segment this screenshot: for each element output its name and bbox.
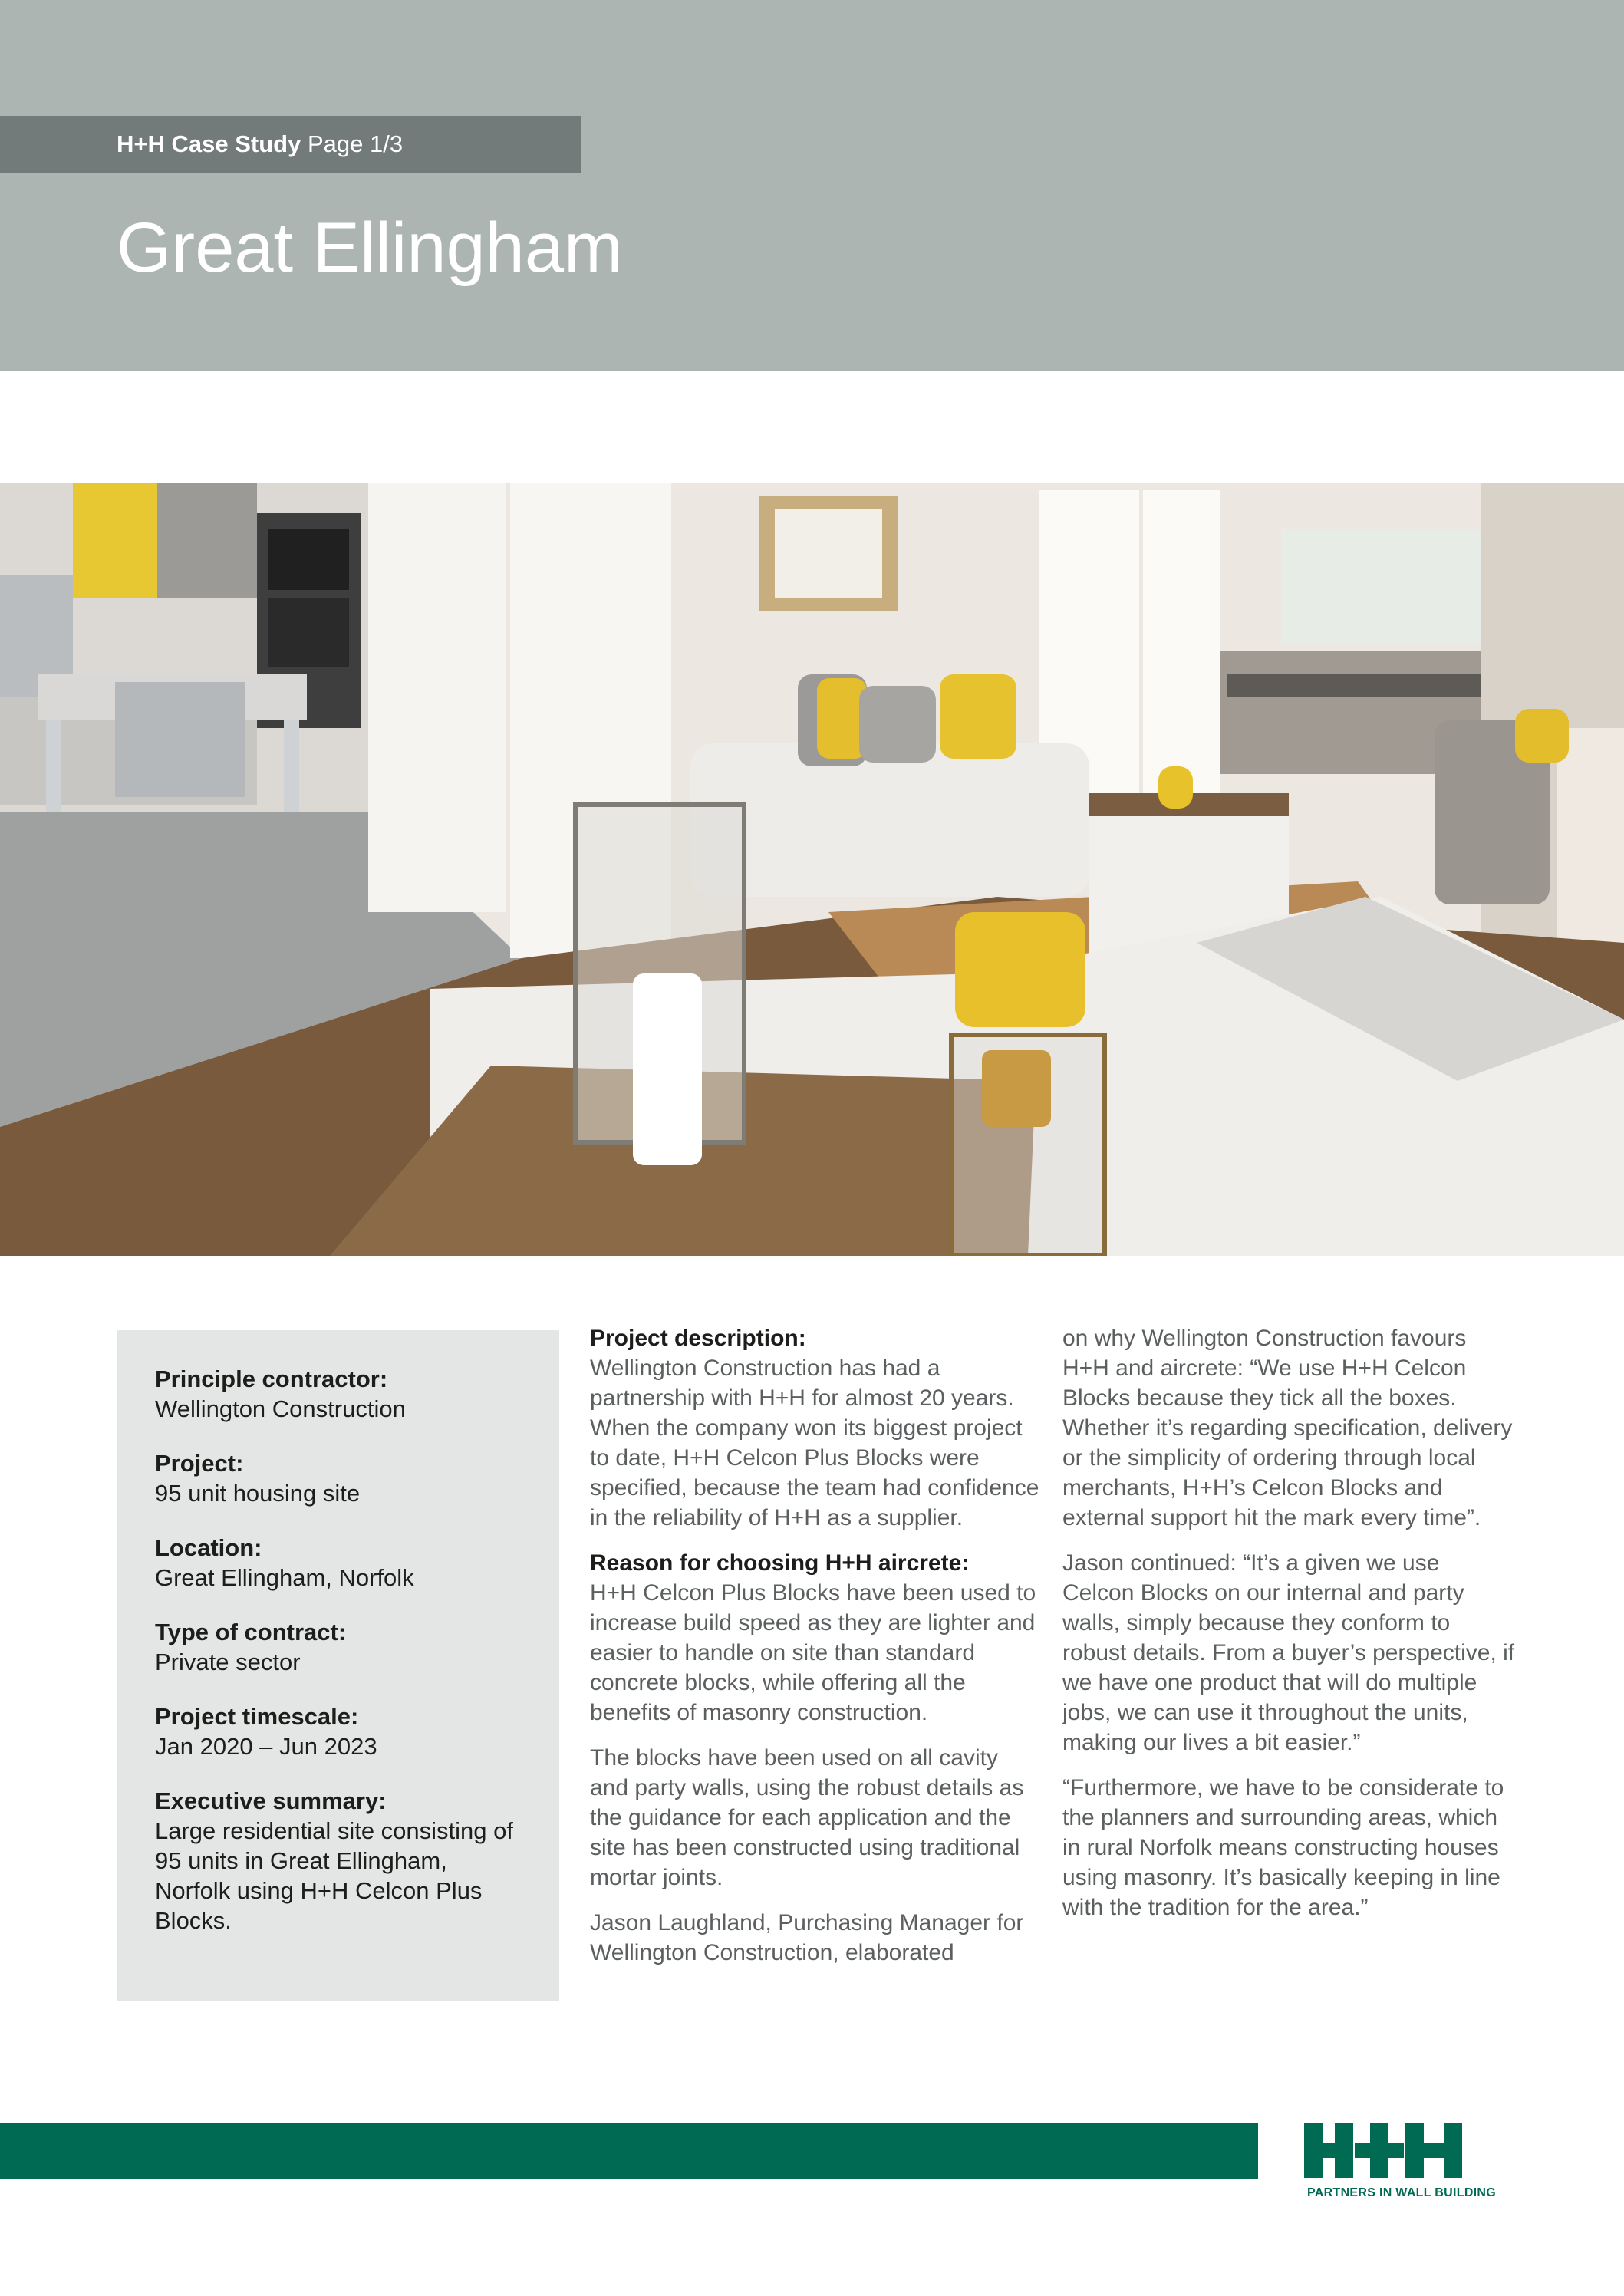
executive-summary-field [155, 1786, 521, 1935]
timescale-field [155, 1701, 521, 1761]
paragraph: Jason Laughland, Purchasing Manager for Wellington Construction, elaborated [590, 1910, 1024, 1965]
field-value: Wellington Construction [155, 1395, 406, 1422]
paragraph: The blocks have been used on all cavity and party walls, using the robust details as the guidance for each application and the site has been constructed using traditional mortar joints. [590, 1745, 1024, 1890]
body-column-middle [590, 1323, 1043, 1983]
page-title: Great Ellingham [117, 209, 623, 287]
paragraph-text: H+H Celcon Plus Blocks have been used to increase build speed as they are lighter and easier to handle on site than standard concrete blocks, while offering all the benefits of masonry construction. [590, 1580, 1036, 1725]
page-indicator: Page 1/3 [307, 130, 404, 157]
principle-contractor-field [155, 1364, 521, 1424]
paragraph-text: Wellington Construction has had a partnership with H+H for almost 20 years. When the company won its biggest project to date, H+H Celcon Plus Blocks were specified, because the team had confidence in the reliability of H+H as a supplier. [590, 1356, 1039, 1530]
field-value: 95 unit housing site [155, 1480, 361, 1507]
section-heading: Project description: [590, 1326, 806, 1351]
paragraph: “Furthermore, we have to be considerate to the planners and surrounding areas, which in rural Norfolk means constructing houses using masonry. It’s basically keeping in line with the tradition for the area.” [1062, 1775, 1504, 1920]
reason-section [590, 1548, 1043, 1728]
field-label: Location: [155, 1534, 262, 1561]
field-value: Great Ellingham, Norfolk [155, 1564, 414, 1591]
field-label: Executive summary: [155, 1787, 387, 1814]
field-value: Private sector [155, 1649, 301, 1675]
field-label: Project: [155, 1450, 244, 1477]
body-column-right [1062, 1323, 1515, 1938]
logo-tagline: PARTNERS IN WALL BUILDING [1307, 2186, 1497, 2199]
footer-bar [0, 2123, 1258, 2179]
contract-type-field [155, 1617, 521, 1677]
field-value: Jan 2020 – Jun 2023 [155, 1733, 377, 1760]
field-value: Large residential site consisting of 95 units in Great Ellingham, Norfolk using H+H Celcon Plus Blocks. [155, 1817, 513, 1934]
case-study-tag [0, 116, 581, 173]
field-label: Type of contract: [155, 1619, 347, 1645]
paragraph: on why Wellington Construction favours H+H and aircrete: “We use H+H Celcon Blocks because they tick all the boxes. Whether it’s regarding specification, delivery or the simplicity of ordering through local merchants, H+H’s Celcon Blocks and external support hit the mark every time”. [1062, 1326, 1513, 1530]
field-label: Project timescale: [155, 1703, 359, 1730]
paragraph: Jason continued: “It’s a given we use Celcon Blocks on our internal and party walls, simply because they conform to robust details. From a buyer’s perspective, if we have one product that will do multiple jobs, we can use it throughout the units, making our lives a bit easier.” [1062, 1550, 1515, 1755]
case-study-label: H+H Case Study [117, 130, 301, 157]
field-label: Principle contractor: [155, 1365, 388, 1392]
project-description [590, 1323, 1043, 1533]
section-heading: Reason for choosing H+H aircrete: [590, 1550, 970, 1576]
location-field [155, 1533, 521, 1593]
interior-photo [0, 483, 1624, 1256]
project-summary-panel [117, 1330, 559, 2001]
header-band [0, 0, 1624, 371]
project-field [155, 1448, 521, 1508]
